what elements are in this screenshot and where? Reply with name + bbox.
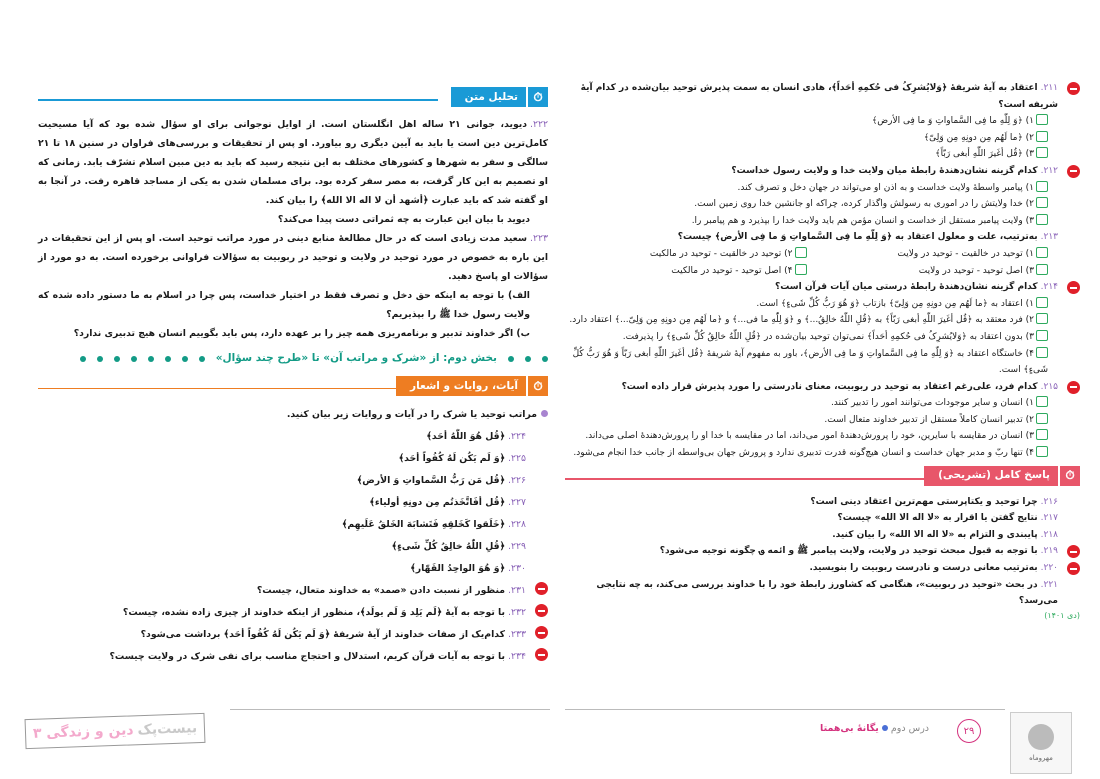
- section-rule: [38, 388, 438, 389]
- checkbox-icon[interactable]: [1036, 247, 1048, 258]
- question: [565, 279, 1080, 296]
- page-footer: [0, 704, 1100, 779]
- answer-option[interactable]: [565, 213, 1080, 230]
- paragraph-text: سعید مدت زیادی است که در حال مطالعهٔ منابع دینی در مورد مراتب توحید است. او پس از این تحقیقات در این باره به خصوص در مورد توحید در ولایت و توحید در ربوبیت به سؤالات فراوانی برخورده است. به دو مورد از سؤالات او پاسخ دهید.: [38, 233, 548, 282]
- option-text: ۲) تدبیر انسان کاملاً مستقل از تدبیر خداوند متعال است.: [824, 414, 1034, 425]
- question: [565, 494, 1080, 511]
- stopwatch-icon: ⏱: [528, 376, 548, 396]
- option-text: ۳) بدون اعتقاد به ﴿وَلایُشرِکُ فی حُکمِهِ أحَداً﴾ نمی‌توان توحید بیان‌شده در ﴿قُلِ اللّٰهُ خالِقُ کُلِّ شَیءٍ﴾ را پذیرفت.: [622, 331, 1034, 342]
- part-divider-label: بخش دوم: از «شرک و مراتب آن» تا «طرح چند سؤال»: [215, 352, 497, 364]
- question-text: کدام‌یک از صفات خداوند از آیهٔ شریفهٔ ﴿وَ لَم یَکُن لَهُ کُفُواً أحَد﴾ برداشت می‌شود؟: [140, 629, 506, 640]
- exam-source: (دی ۱۴۰۱): [1044, 610, 1080, 620]
- question: [565, 560, 1080, 577]
- answer-option[interactable]: [565, 246, 807, 263]
- checkbox-icon[interactable]: [1036, 264, 1048, 275]
- verse-questions: [38, 426, 548, 668]
- question-number: ۲۲۸.: [508, 519, 526, 530]
- answer-option[interactable]: [565, 346, 1080, 379]
- option-text: ۱) ﴿وَ لِلّٰهِ ما فِی السَّماواتِ وَ ما فِی الأرض﴾: [871, 116, 1034, 127]
- question: [565, 163, 1080, 180]
- analysis-section-header: [38, 87, 548, 109]
- question: [565, 543, 1080, 560]
- option-text: ۲) خدا ولایتش را در اموری به رسولش واگذار کرده، چراکه او جانشین خدا روی زمین است.: [694, 199, 1034, 210]
- answer-option[interactable]: [807, 263, 1049, 280]
- checkbox-icon[interactable]: [1036, 114, 1048, 125]
- question: [565, 577, 1080, 610]
- question-number: ۲۳۳.: [508, 629, 526, 640]
- analysis-paragraph: [38, 115, 548, 210]
- red-badge-icon: [1067, 82, 1080, 95]
- red-badge-icon: [535, 582, 548, 595]
- question-number: ۲۳۴.: [508, 651, 526, 662]
- question-number: ۲۲۵.: [508, 453, 526, 464]
- answer-option[interactable]: [565, 146, 1080, 163]
- question-number: ۲۱۹.: [1040, 546, 1058, 557]
- question: [38, 646, 548, 668]
- option-text: ۳) ولایت پیامبر مستقل از خداست و انسان مؤمن هم باید ولایت خدا را بپذیرد و هم پیامبر را.: [691, 215, 1034, 226]
- option-text: ۴) تنها ربّ و مدبر جهان خداست و انسان هیچ‌گونه قدرت تدبیری ندارد و پرورش جهان بی‌واسطه از جانب خدا انجام می‌شود.: [573, 448, 1034, 459]
- paragraph-text: ب) اگر خداوند تدبیر و برنامه‌ریزی همه چیز را بر عهده دارد، پس باید بگوییم انسان هیچ تدبیری ندارد؟: [73, 328, 530, 339]
- answer-option[interactable]: [565, 312, 1080, 329]
- option-text: ۱) انسان و سایر موجودات می‌توانند امور را تدبیر کنند.: [830, 398, 1034, 409]
- section-title: تحلیل متن: [451, 87, 526, 107]
- question: [38, 492, 548, 514]
- question-text: کدام گزینه نشان‌دهندهٔ رابطهٔ میان ولایت خدا و ولایت رسول خداست؟: [731, 165, 1038, 176]
- question-text: با توجه به آیهٔ ﴿لَم یَلِد وَ لَم یولَد﴾، منظور از اینکه خداوند از چیزی زاده نشده، چیست؟: [122, 607, 506, 618]
- question-text: ﴿خَلَقوا کَخَلقِهِ فَتَشابَهَ الخَلقُ عَلَیهِم﴾: [341, 519, 506, 530]
- checkbox-icon[interactable]: [795, 264, 807, 275]
- checkbox-icon[interactable]: [1036, 131, 1048, 142]
- option-text: ۳) ﴿قُل أغَیرَ اللّٰهِ أبغی رَبّاً﴾: [935, 149, 1034, 160]
- red-badge-icon: [535, 604, 548, 617]
- question: [565, 80, 1080, 113]
- answer-option[interactable]: [565, 412, 1080, 429]
- checkbox-icon[interactable]: [795, 247, 807, 258]
- question-text: به‌ترتیب معانی درست و نادرست ربوبیت را بنویسید.: [809, 563, 1038, 574]
- question-number: ۲۳۲.: [508, 607, 526, 618]
- question: [38, 448, 548, 470]
- option-text: ۱) توحید در خالقیت - توحید در ولایت: [897, 248, 1034, 259]
- series-stamp: بیست‌پک دین و زندگی ۳: [25, 713, 206, 749]
- answers-section-header: [565, 466, 1080, 488]
- question: [38, 470, 548, 492]
- analysis-paragraph: [38, 229, 548, 286]
- option-text: ۲) ﴿ما لَهُم مِن دونِهِ مِن وَلِیّ﴾: [923, 132, 1034, 143]
- section-title: پاسخ کامل (تشریحی): [924, 466, 1058, 486]
- question-number: ۲۲۳.: [530, 233, 548, 244]
- question: [565, 379, 1080, 396]
- option-text: ۳) اصل توحید - توحید در ولایت: [918, 265, 1034, 276]
- option-text: ۲) فرد معتقد به ﴿قُل أغَیرَ اللّٰهِ أبغی رَبّاً﴾ به ﴿قُلِ اللّٰهُ خالِقُ...﴾ و ﴿وَ لِلّٰهِ ما فی...﴾ و ﴿ما لَهُم مِن دونِهِ مِن وَلِیّ...﴾ اعتقاد دارد.: [569, 315, 1034, 326]
- instruction-text: مراتب توحید یا شرک را در آیات و روایات زیر بیان کنید.: [286, 409, 537, 420]
- question-text: کدام گزینه نشان‌دهندهٔ رابطهٔ درستی میان آیات قرآن است؟: [775, 282, 1038, 293]
- checkbox-icon[interactable]: [1036, 297, 1048, 308]
- question: [565, 527, 1080, 544]
- checkbox-icon[interactable]: [1036, 347, 1048, 358]
- analysis-paragraph: [38, 286, 548, 324]
- left-column: [38, 83, 548, 668]
- question-number: ۲۳۱.: [508, 585, 526, 596]
- red-badge-icon: [535, 648, 548, 661]
- section-rule: [38, 99, 438, 101]
- checkbox-icon[interactable]: [1036, 313, 1048, 324]
- question-number: ۲۲۴.: [508, 431, 526, 442]
- question-text: کدام فرد، علی‌رغم اعتقاد به توحید در ربوبیت، معنای نادرستی را مورد پذیرش قرار داده است؟: [621, 381, 1038, 392]
- answer-option[interactable]: [565, 329, 1080, 346]
- question: [38, 558, 548, 580]
- multiple-choice-questions: [565, 80, 1080, 462]
- stopwatch-icon: ⏱: [1060, 466, 1080, 486]
- option-text: ۳) انسان در مقایسه با سایرین، خود را پرورش‌دهندهٔ امور می‌داند، اما در مقایسه با خدا او را پرورش‌دهندهٔ اصلی می‌داند.: [585, 431, 1034, 442]
- paragraph-text: دیوید، جوانی ۲۱ ساله اهل انگلستان است. از اوایل نوجوانی برای او سؤال شده بود که آیا مسیحیت کامل‌ترین دین است یا باید به آیین دیگری رو بیاورد. او پس از تحقیقات و بررسی‌های فراوان در سنین ۱۸ تا ۲۱ سالگی و سفر به شهرها و کشورهای مختلف به این نتیجه رسید که باید به دین مبین اسلام تشرّف یابد. زمانی که او تصمیم به این کار گرفت، به مصر سفر کرده بود. برای مسلمان شدن به یکی از مساجد قاهره رفت. در آنجا به او گفته شد که باید عبارت ﴿أشهد أن لا اله الا الله﴾ را بیان کند.: [38, 119, 548, 206]
- checkbox-icon[interactable]: [1036, 181, 1048, 192]
- question: [38, 580, 548, 602]
- section-title: آیات، روایات و اشعار: [396, 376, 526, 396]
- question-number: ۲۲۹.: [508, 541, 526, 552]
- option-text: ۱) اعتقاد به ﴿ما لَهُم مِن دونِهِ مِن وَلِیّ﴾ بازتاب ﴿وَ هُوَ رَبُّ کُلِّ شَیءٍ﴾ است.: [756, 298, 1034, 309]
- verses-section-header: [38, 376, 548, 398]
- question-text: ﴿وَ لَم یَکُن لَهُ کُفُواً أحَد﴾: [398, 453, 506, 464]
- question-text: در بحث «توحید در ربوبیت»، هنگامی که کشاورز رابطهٔ خود را با خداوند بررسی می‌کند، به چه نتایجی می‌رسد؟: [596, 579, 1058, 607]
- lesson-label: درس دومیگانهٔ بی‌همتا: [820, 723, 930, 734]
- answer-option[interactable]: [565, 296, 1080, 313]
- question-text: ﴿قُل مَن رَبُّ السَّماواتِ وَ الأرض﴾: [356, 475, 506, 486]
- option-text: ۴) خاستگاه اعتقاد به ﴿وَ لِلّٰهِ ما فِی السَّماواتِ وَ ما فِی الأرض﴾، باور به مفهوم آیهٔ شریفهٔ ﴿قُل أغَیرَ اللّٰهِ أبغی رَبّاً وَ هُوَ رَبُّ کُلِّ شَیءٍ﴾ است.: [572, 348, 1048, 376]
- red-badge-icon: [1067, 545, 1080, 558]
- red-badge-icon: [1067, 562, 1080, 575]
- question-number: ۲۱۶.: [1040, 496, 1058, 507]
- question-number: ۲۱۵.: [1040, 381, 1058, 392]
- question-text: نتایج گفتن یا اقرار به «لا اله الا الله» چیست؟: [837, 513, 1038, 524]
- page-number: ۲۹: [957, 719, 981, 743]
- question-number: ۲۱۷.: [1040, 513, 1058, 524]
- question-number: ۲۱۸.: [1040, 529, 1058, 540]
- question-text: با توجه به قبول مبحث توحید در ولایت، ولایت پیامبر ﷺ و ائمه ؈ چگونه توجیه می‌شود؟: [659, 546, 1038, 557]
- question-text: چرا توحید و یکتاپرستی مهم‌ترین اعتقاد دینی است؟: [810, 496, 1038, 507]
- options-grid: [565, 246, 1080, 279]
- paragraph-text: دیوید با بیان این عبارت به چه ثمراتی دست پیدا می‌کند؟: [277, 214, 530, 225]
- question-text: ﴿وَ هُوَ الواحِدُ القَهّار﴾: [410, 563, 506, 574]
- question-number: ۲۲۶.: [508, 475, 526, 486]
- answer-option[interactable]: [565, 113, 1080, 130]
- question-number: ۲۲۲.: [530, 119, 548, 130]
- red-badge-icon: [1067, 381, 1080, 394]
- question-text: اعتقاد به آیهٔ شریفهٔ ﴿وَلایُشرِکُ فی حُکمِهِ أحَداً﴾، هادی انسان به سمت پذیرش توحید بیان‌شده در کدام آیهٔ شریفه است؟: [580, 83, 1058, 110]
- answer-option[interactable]: [807, 246, 1049, 263]
- question-number: ۲۱۱.: [1040, 83, 1058, 93]
- answer-option[interactable]: [565, 130, 1080, 147]
- checkbox-icon[interactable]: [1036, 214, 1048, 225]
- red-badge-icon: [1067, 281, 1080, 294]
- question-number: ۲۲۷.: [508, 497, 526, 508]
- question-number: ۲۱۳.: [1040, 232, 1058, 243]
- instruction: [38, 404, 548, 426]
- bullet-icon: [541, 410, 548, 417]
- checkbox-icon[interactable]: [1036, 446, 1048, 457]
- publisher-logo: مهروماه: [1010, 712, 1072, 774]
- question: [565, 510, 1080, 527]
- question-text: منظور از نسبت دادن «صمد» به خداوند متعال، چیست؟: [256, 585, 506, 596]
- checkbox-icon[interactable]: [1036, 396, 1048, 407]
- question-number: ۲۱۲.: [1040, 165, 1058, 176]
- red-badge-icon: [1067, 165, 1080, 178]
- analysis-paragraph: [38, 210, 548, 229]
- checkbox-icon[interactable]: [1036, 197, 1048, 208]
- question-text: با توجه به آیات قرآن کریم، استدلال و احتجاج مناسب برای نفی شرک در ولایت چیست؟: [109, 651, 506, 662]
- answer-option[interactable]: [565, 428, 1080, 445]
- answer-option[interactable]: [565, 445, 1080, 462]
- option-text: ۴) اصل توحید - توحید در مالکیت: [671, 265, 793, 276]
- answer-option[interactable]: [565, 196, 1080, 213]
- question-number: ۲۱۴.: [1040, 282, 1058, 293]
- question-text: ﴿قُلِ اللّٰهُ خالِقُ کُلِّ شَیءٍ﴾: [391, 541, 506, 552]
- question-number: ۲۲۱.: [1040, 579, 1058, 590]
- answer-option[interactable]: [565, 395, 1080, 412]
- part-divider: [38, 349, 548, 368]
- question-number: ۲۳۰.: [508, 563, 526, 574]
- option-text: ۱) پیامبر واسطهٔ ولایت خداست و به اذن او می‌تواند در جهان دخل و تصرف کند.: [737, 182, 1034, 193]
- descriptive-questions: [565, 494, 1080, 610]
- section-rule: [565, 478, 970, 480]
- answer-option[interactable]: [565, 263, 807, 280]
- question: [38, 514, 548, 536]
- checkbox-icon[interactable]: [1036, 330, 1048, 341]
- red-badge-icon: [535, 626, 548, 639]
- right-column: [565, 80, 1080, 622]
- answer-option[interactable]: [565, 180, 1080, 197]
- question: [565, 229, 1080, 246]
- analysis-paragraph: [38, 324, 548, 343]
- question-text: ﴿قُل هُوَ اللّٰهُ أحَد﴾: [426, 431, 506, 442]
- stopwatch-icon: ⏱: [528, 87, 548, 107]
- option-text: ۲) توحید در خالقیت - توحید در مالکیت: [649, 248, 793, 259]
- question-text: به‌ترتیب، علت و معلول اعتقاد به ﴿وَ لِلّٰهِ ما فِی السَّماواتِ وَ ما فِی الأرض﴾ چیست؟: [677, 232, 1038, 243]
- checkbox-icon[interactable]: [1036, 429, 1048, 440]
- paragraph-text: الف) با توجه به اینکه حق دخل و تصرف فقط در اختیار خداست، پس چرا در اسلام به ما دستور داده شده که ولایت رسول خدا ﷺ را بپذیریم؟: [38, 290, 530, 320]
- question: [38, 602, 548, 624]
- question-text: پایبندی و التزام به «لا اله الا الله» را بیان کنید.: [832, 529, 1038, 540]
- question: [38, 426, 548, 448]
- checkbox-icon[interactable]: [1036, 147, 1048, 158]
- question-text: ﴿قُل أفَاتَّخَذتُم مِن دونِهِ أولیاء﴾: [369, 497, 506, 508]
- question: [38, 536, 548, 558]
- question-number: ۲۲۰.: [1040, 563, 1058, 574]
- checkbox-icon[interactable]: [1036, 413, 1048, 424]
- analysis-questions: [38, 115, 548, 343]
- question: [38, 624, 548, 646]
